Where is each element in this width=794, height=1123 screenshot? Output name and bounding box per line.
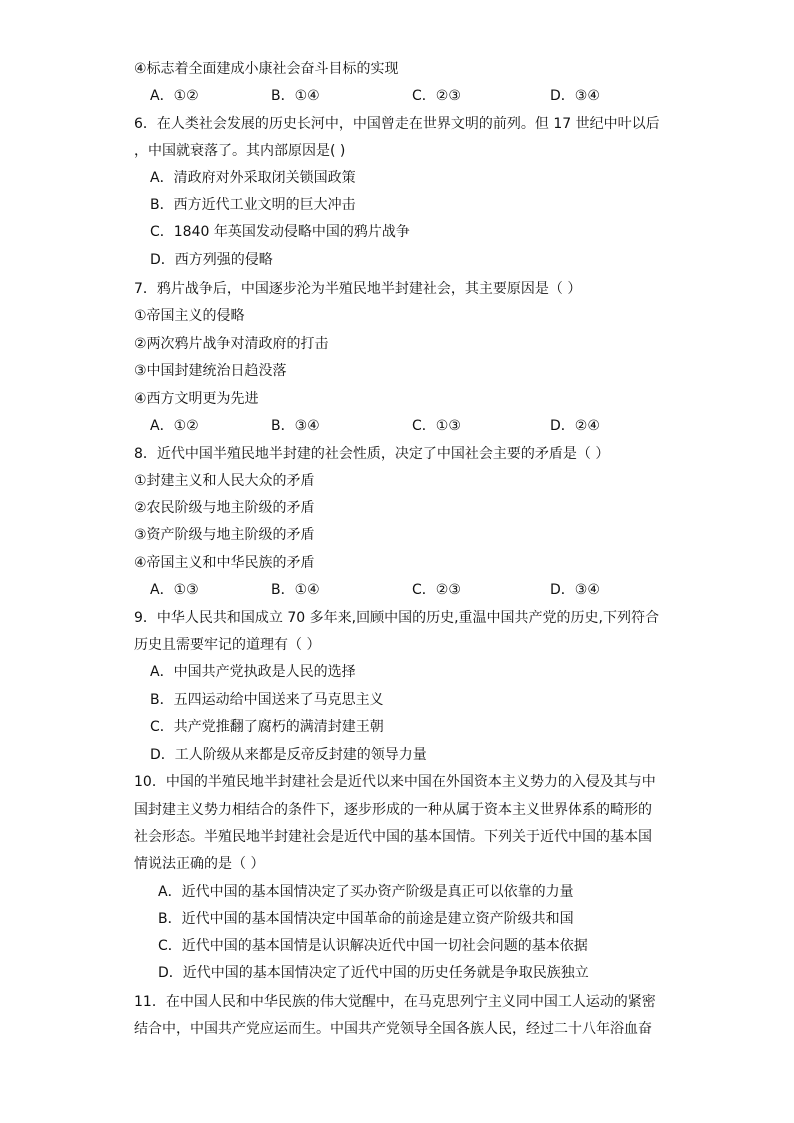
q7-statement-4: ④西方文明更为先进 — [134, 391, 259, 407]
q7-option-a[interactable]: A．①② — [150, 418, 199, 434]
q9-option-d[interactable]: D．工人阶级从来都是反帝反封建的领导力量 — [150, 747, 427, 763]
q6-option-d[interactable]: D．西方列强的侵略 — [150, 252, 273, 268]
q7-options — [150, 416, 630, 436]
q9-option-b[interactable]: B．五四运动给中国送来了马克思主义 — [150, 692, 384, 708]
q8-option-d[interactable]: D．③④ — [550, 582, 600, 598]
q9-option-a[interactable]: A．中国共产党执政是人民的选择 — [150, 664, 356, 680]
q11-stem-line-2: 结合中，中国共产党应运而生。中国共产党领导全国各族人民，经过二十八年浴血奋 — [134, 1021, 652, 1037]
q6-stem-line-1: 6．在人类社会发展的历史长河中，中国曾走在世界文明的前列。但 17 世纪中叶以后 — [134, 116, 660, 132]
q7-statement-2: ②两次鸦片战争对清政府的打击 — [134, 336, 329, 352]
q7-stem: 7．鸦片战争后，中国逐步沦为半殖民地半封建社会，其主要原因是（ ） — [134, 281, 582, 297]
q10-option-d[interactable]: D．近代中国的基本国情决定了近代中国的历史任务就是争取民族独立 — [158, 965, 589, 981]
q7-statement-1: ①帝国主义的侵略 — [134, 308, 245, 324]
q5-statement-4: ④标志着全面建成小康社会奋斗目标的实现 — [134, 61, 399, 77]
q7-option-c[interactable]: C．①③ — [412, 418, 461, 434]
q10-option-a[interactable]: A．近代中国的基本国情决定了买办资产阶级是真正可以依靠的力量 — [158, 884, 574, 900]
q7-option-b[interactable]: B．③④ — [271, 418, 320, 434]
q9-stem-line-2: 历史且需要牢记的道理有（ ） — [134, 637, 321, 653]
q7-statement-3: ③中国封建统治日趋没落 — [134, 363, 287, 379]
q10-stem-line-2: 国封建主义势力相结合的条件下，逐步形成的一种从属于资本主义世界体系的畸形的 — [134, 802, 652, 818]
q6-option-a[interactable]: A．清政府对外采取闭关锁国政策 — [150, 170, 356, 186]
q10-option-b[interactable]: B．近代中国的基本国情决定中国革命的前途是建立资产阶级共和国 — [158, 911, 574, 927]
q6-stem-line-2: ，中国就衰落了。其内部原因是( ) — [134, 143, 346, 159]
q8-option-b[interactable]: B．①④ — [271, 582, 320, 598]
q10-stem-line-3: 社会形态。半殖民地半封建社会是近代中国的基本国情。下列关于近代中国的基本国 — [134, 829, 652, 845]
q8-statement-2: ②农民阶级与地主阶级的矛盾 — [134, 500, 315, 516]
q8-option-c[interactable]: C．②③ — [412, 582, 461, 598]
q10-stem-line-1: 10．中国的半殖民地半封建社会是近代以来中国在外国资本主义势力的入侵及其与中 — [134, 774, 656, 790]
q8-statement-1: ①封建主义和人民大众的矛盾 — [134, 473, 315, 489]
q11-stem-line-1: 11．在中国人民和中华民族的伟大觉醒中，在马克思列宁主义同中国工人运动的紧密 — [134, 994, 656, 1010]
q6-option-c[interactable]: C．1840 年英国发动侵略中国的鸦片战争 — [150, 224, 410, 240]
q8-statement-3: ③资产阶级与地主阶级的矛盾 — [134, 527, 315, 543]
q5-option-a[interactable]: A．①② — [150, 88, 199, 104]
q8-option-a[interactable]: A．①③ — [150, 582, 199, 598]
q5-option-d[interactable]: D．③④ — [550, 88, 600, 104]
q5-options — [150, 86, 630, 106]
q7-option-d[interactable]: D．②④ — [550, 418, 600, 434]
q10-option-c[interactable]: C．近代中国的基本国情是认识解决近代中国一切社会问题的基本依据 — [158, 938, 588, 954]
q5-option-b[interactable]: B．①④ — [271, 88, 320, 104]
q8-statement-4: ④帝国主义和中华民族的矛盾 — [134, 555, 315, 571]
q9-stem-line-1: 9．中华人民共和国成立 70 多年来,回顾中国的历史,重温中国共产党的历史,下列符合 — [134, 610, 659, 626]
q5-option-c[interactable]: C．②③ — [412, 88, 461, 104]
q9-option-c[interactable]: C．共产党推翻了腐朽的满清封建王朝 — [150, 719, 384, 735]
q8-options — [150, 580, 630, 600]
q6-option-b[interactable]: B．西方近代工业文明的巨大冲击 — [150, 197, 356, 213]
q10-stem-line-4: 情说法正确的是（ ） — [134, 856, 265, 872]
q8-stem: 8．近代中国半殖民地半封建的社会性质，决定了中国社会主要的矛盾是（ ） — [134, 446, 610, 462]
